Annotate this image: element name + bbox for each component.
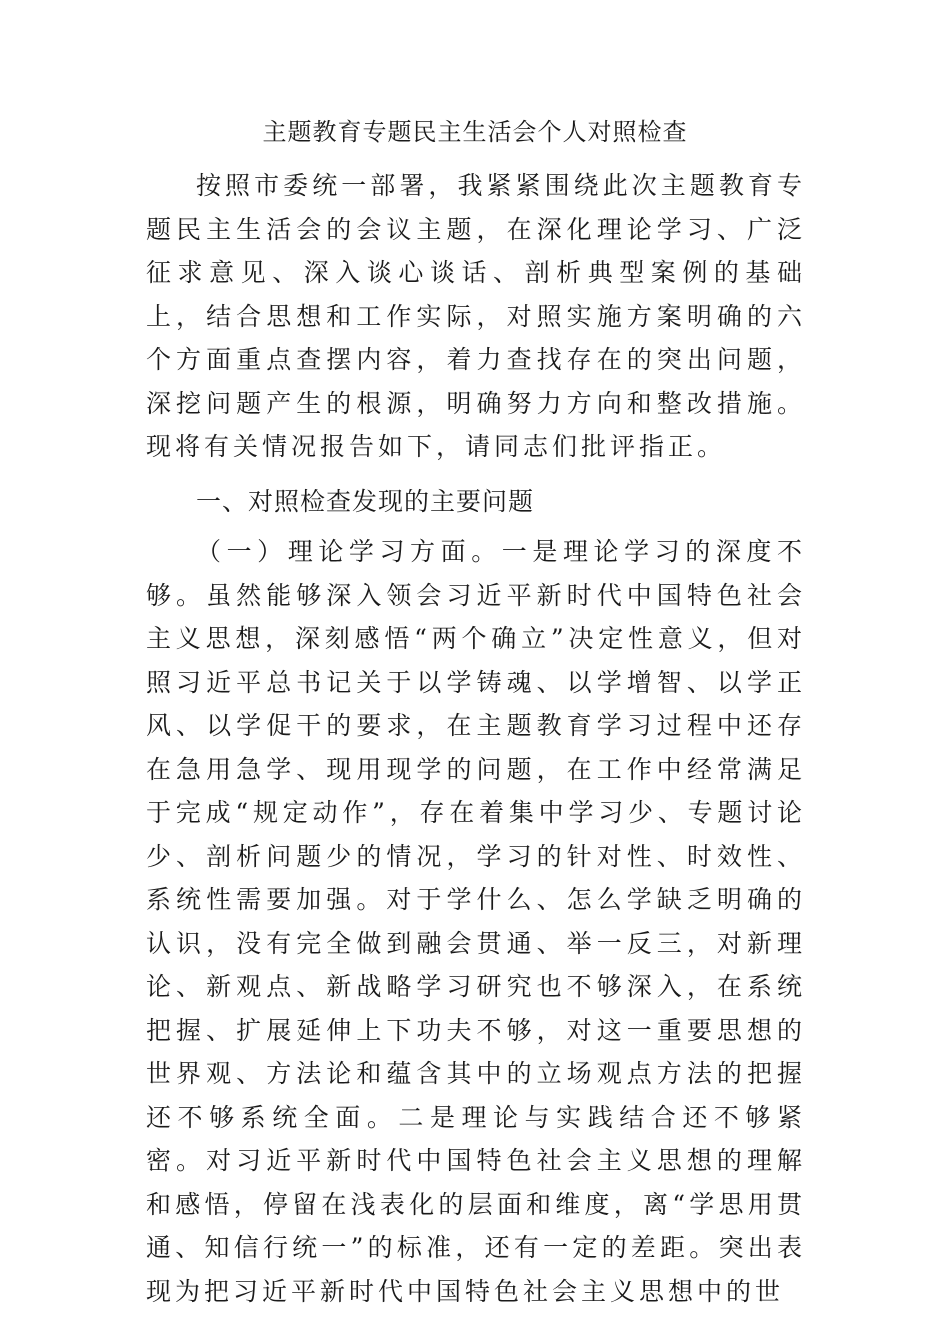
intro-paragraph: 按照市委统一部署，我紧紧围绕此次主题教育专题民主生活会的会议主题，在深化理论学习、广泛征求意见、深入谈心谈话、剖析典型案例的基础上，结合思想和工作实际，对照实施方案明确的六个方面重点查摆内容，着力查找存在的突出问题，深挖问题产生的根源，明确努力方向和整改措施。现将有关情况报告如下，请同志们批评指正。: [146, 171, 806, 461]
section-paragraph: （一）理论学习方面。一是理论学习的深度不够。虽然能够深入领会习近平新时代中国特色社会主义思想，深刻感悟“两个确立”决定性意义，但对照习近平总书记关于以学铸魂、以学增智、以学正风、以学促干的要求，在主题教育学习过程中还存在急用急学、现用现学的问题，在工作中经常满足于完成“规定动作”，存在着集中学习少、专题讨论少、剖析问题少的情况，学习的针对性、时效性、系统性需要加强。对于学什么、怎么学缺乏明确的认识，没有完全做到融会贯通、举一反三，对新理论、新观点、新战略学习研究也不够深入，在系统把握、扩展延伸上下功夫不够，对这一重要思想的世界观、方法论和蕴含其中的立场观点方法的把握还不够系统全面。二是理论与实践结合还不够紧密。对习近平新时代中国特色社会主义思想的理解和感悟，停留在浅表化的层面和维度，离“学思用贯通、知信行统一”的标准，还有一定的差距。突出表现为把习近平新时代中国特色社会主义思想中的世: [146, 537, 806, 1306]
section-heading: 一、对照检查发现的主要问题: [196, 487, 535, 516]
document-title: 主题教育专题民主生活会个人对照检查: [262, 118, 688, 146]
